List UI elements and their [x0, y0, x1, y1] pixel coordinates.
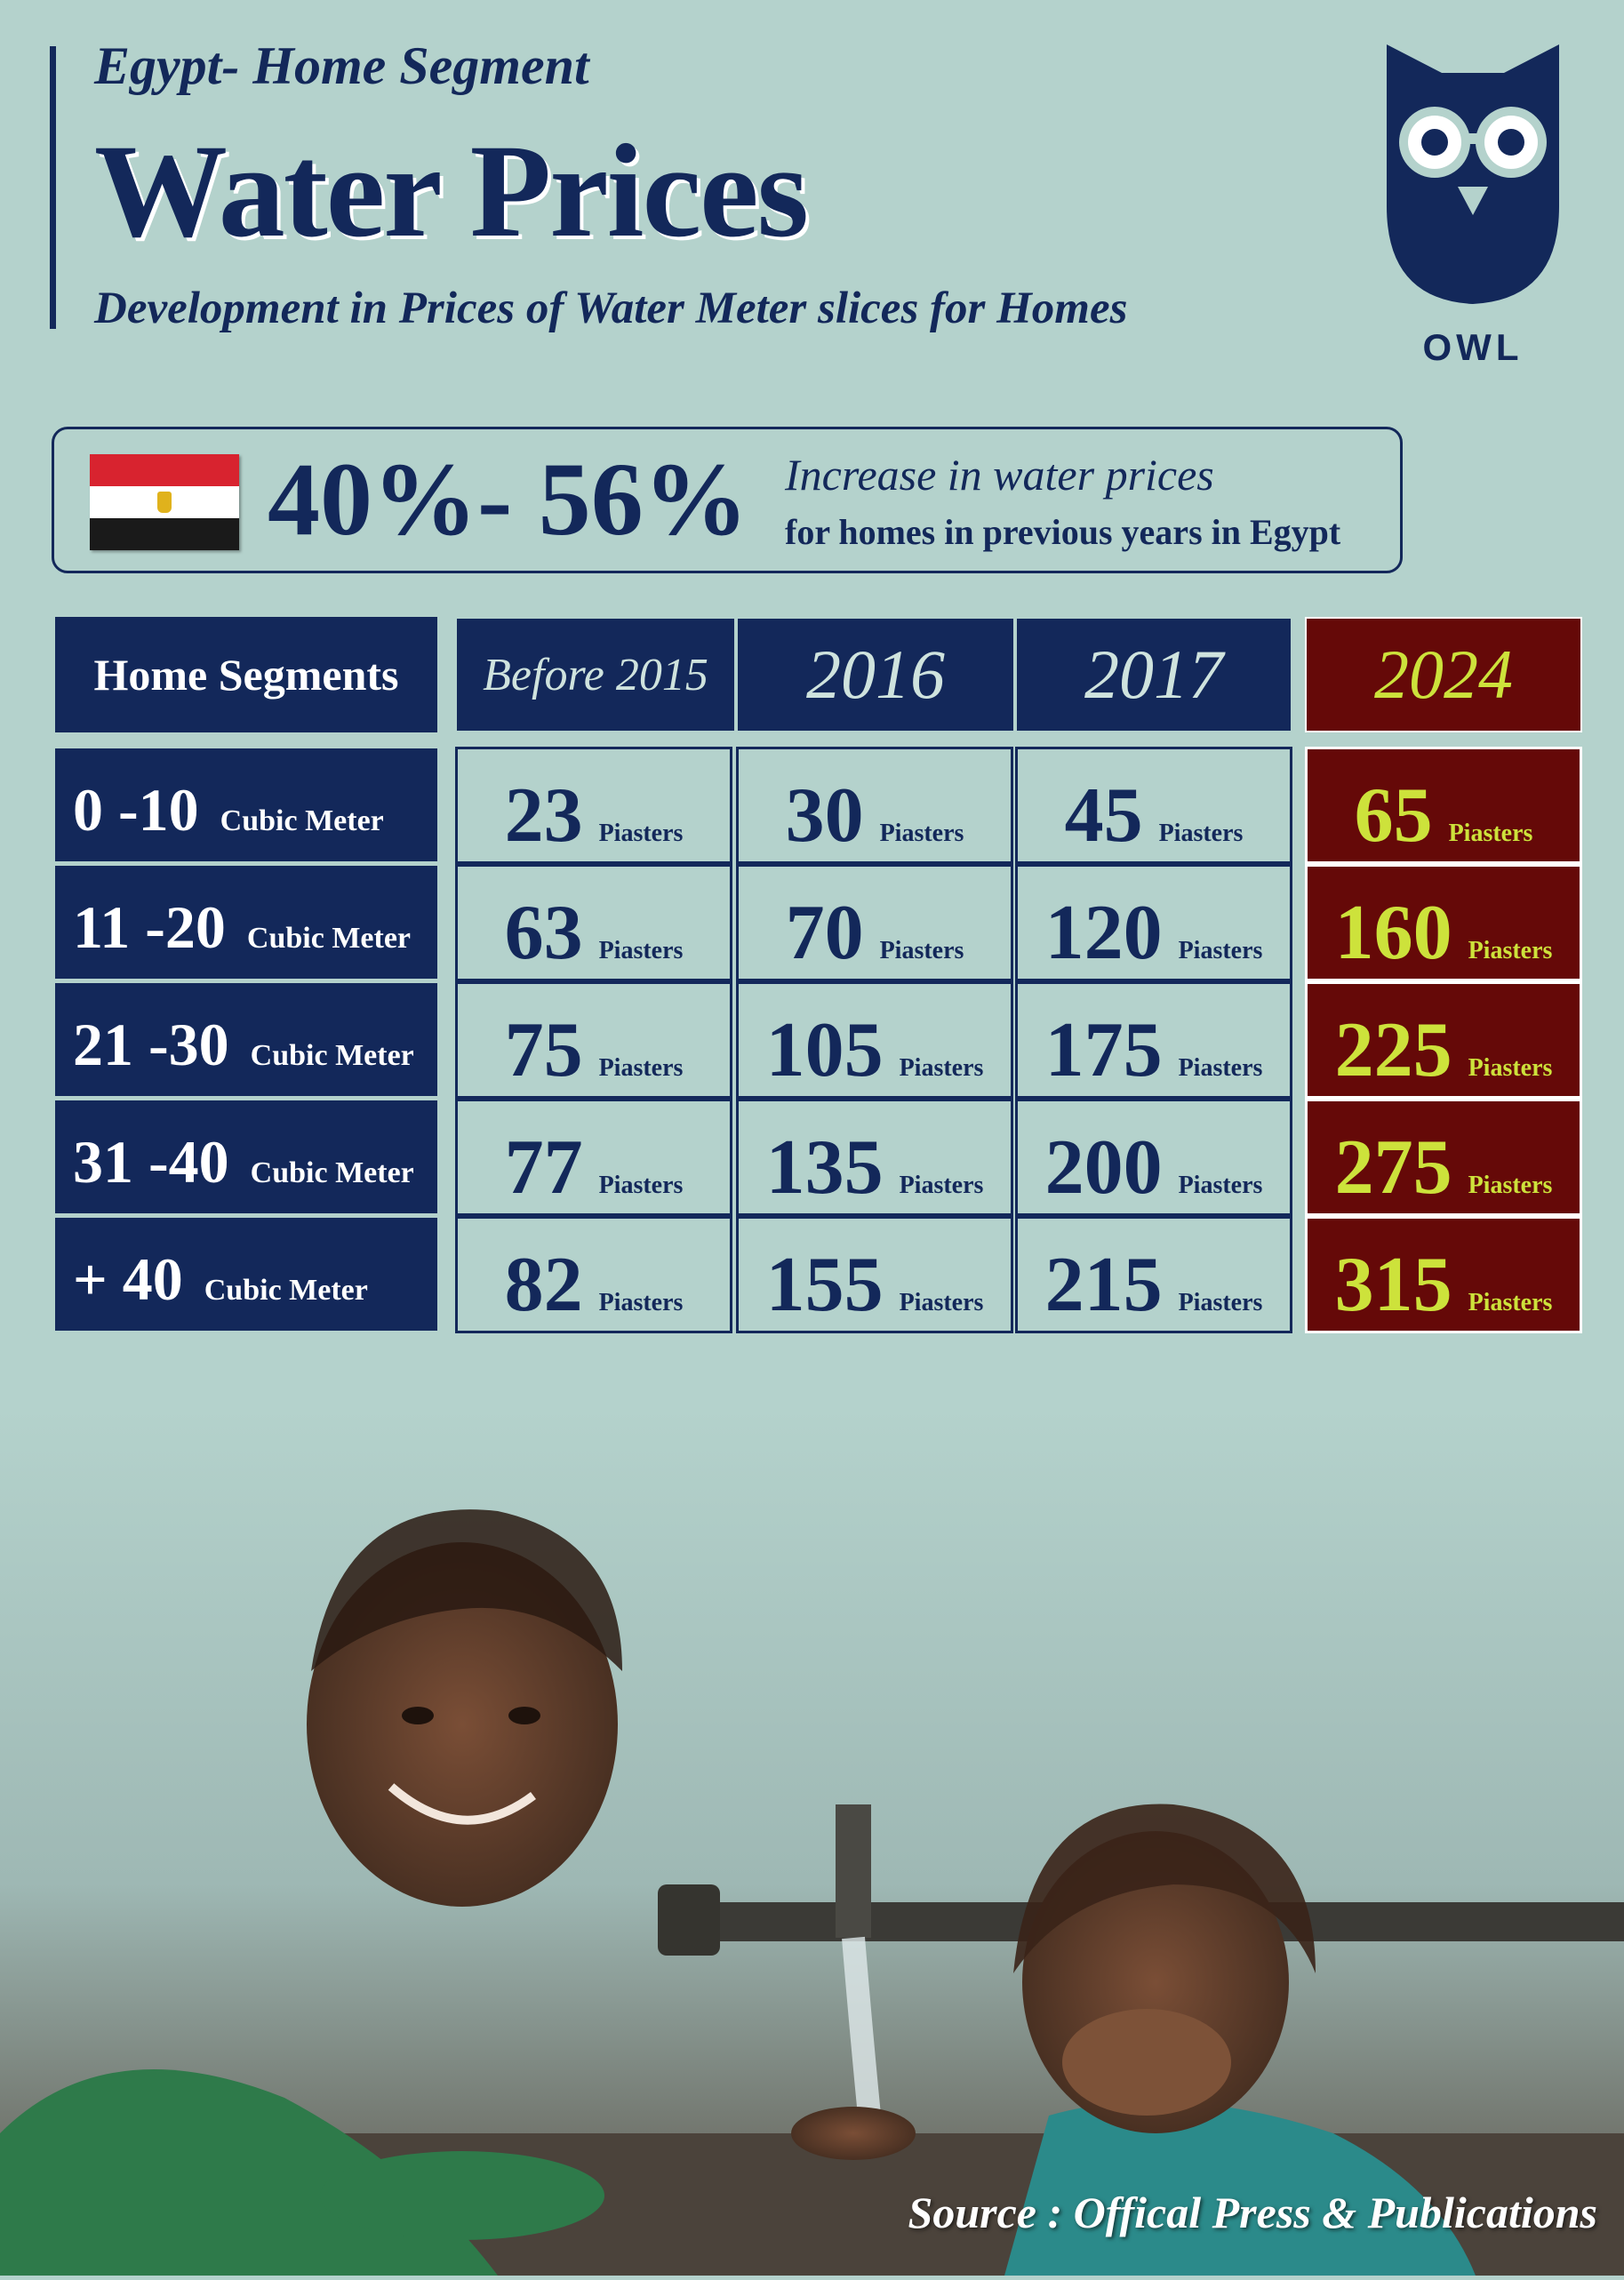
accent-bar — [50, 46, 56, 329]
price-unit: Piasters — [899, 1289, 984, 1316]
price-value: 120 — [1044, 890, 1163, 976]
table-row-segment — [55, 983, 437, 1099]
price-unit: Piasters — [598, 1289, 684, 1316]
price-unit: Piasters — [899, 1172, 984, 1199]
price-value: 215 — [1044, 1242, 1163, 1328]
owl-icon — [1380, 37, 1566, 322]
price-unit: Piasters — [598, 1172, 684, 1199]
price-unit: Piasters — [879, 820, 964, 847]
price-cell — [455, 1216, 732, 1333]
price-value: 200 — [1044, 1124, 1163, 1211]
stat-caption-line2: for homes in previous years in Egypt — [785, 512, 1341, 552]
price-cell — [736, 864, 1013, 981]
price-cell — [736, 1216, 1013, 1333]
table-header-year: 2016 — [736, 617, 1015, 732]
stat-value: 40%- 56% — [268, 441, 748, 557]
segment-range: + 40 — [73, 1245, 183, 1313]
price-value: 160 — [1334, 890, 1452, 976]
price-unit: Piasters — [598, 1054, 684, 1082]
price-unit: Piasters — [879, 937, 964, 964]
price-unit: Piasters — [1178, 1054, 1263, 1082]
price-unit: Piasters — [1178, 1289, 1263, 1316]
price-value: 30 — [785, 772, 864, 859]
price-unit: Piasters — [899, 1054, 984, 1082]
segment-range: 0 -10 — [73, 776, 199, 844]
source-credit: Source : Offical Press & Publications — [908, 2188, 1597, 2237]
segment-unit: Cubic Meter — [246, 922, 412, 955]
price-value: 155 — [765, 1242, 884, 1328]
owl-logo — [1380, 37, 1566, 368]
price-cell — [455, 981, 732, 1099]
egypt-flag-icon — [90, 454, 239, 550]
price-cell-highlight — [1305, 981, 1582, 1099]
price-value: 75 — [504, 1007, 583, 1093]
price-unit: Piasters — [1448, 820, 1533, 847]
table-header-year-highlight: 2024 — [1305, 617, 1582, 732]
table-header-segments: Home Segments — [55, 617, 437, 732]
segment-range: 31 -40 — [73, 1128, 229, 1196]
price-cell — [736, 747, 1013, 864]
price-unit: Piasters — [1468, 1172, 1553, 1199]
price-cell — [736, 1099, 1013, 1216]
price-unit: Piasters — [1178, 937, 1263, 964]
price-cell-highlight — [1305, 747, 1582, 864]
segment-range: 11 -20 — [73, 893, 226, 961]
stat-panel — [52, 427, 1403, 573]
price-value: 82 — [504, 1242, 583, 1328]
price-cell-highlight — [1305, 864, 1582, 981]
price-cell — [1015, 1216, 1292, 1333]
price-cell — [1015, 747, 1292, 864]
kicker: Egypt- Home Segment — [94, 36, 589, 95]
price-value: 315 — [1334, 1242, 1452, 1328]
segment-range: 21 -30 — [73, 1011, 229, 1078]
table-row-segment — [55, 748, 437, 864]
price-unit: Piasters — [1468, 937, 1553, 964]
children-drinking-water-photo — [0, 1404, 1624, 2276]
price-value: 275 — [1334, 1124, 1452, 1211]
price-value: 225 — [1334, 1007, 1452, 1093]
price-unit: Piasters — [1468, 1289, 1553, 1316]
price-value: 135 — [765, 1124, 884, 1211]
price-cell — [455, 1099, 732, 1216]
price-cell-highlight — [1305, 1216, 1582, 1333]
price-unit: Piasters — [598, 820, 684, 847]
price-cell — [736, 981, 1013, 1099]
segment-unit: Cubic Meter — [250, 1156, 414, 1189]
page-title: Water Prices — [94, 117, 808, 265]
price-value: 65 — [1354, 772, 1433, 859]
table-row-segment — [55, 1218, 437, 1333]
price-value: 105 — [765, 1007, 884, 1093]
table-row-segment — [55, 1100, 437, 1216]
price-cell — [1015, 981, 1292, 1099]
price-unit: Piasters — [1468, 1054, 1553, 1082]
price-cell — [455, 864, 732, 981]
price-value: 175 — [1044, 1007, 1163, 1093]
price-value: 45 — [1064, 772, 1143, 859]
table-row-segment — [55, 866, 437, 981]
price-cell-highlight — [1305, 1099, 1582, 1216]
logo-text: OWL — [1422, 326, 1524, 368]
segment-unit: Cubic Meter — [204, 1274, 368, 1307]
price-value: 77 — [504, 1124, 583, 1211]
segment-unit: Cubic Meter — [250, 1039, 414, 1072]
price-value: 70 — [785, 890, 864, 976]
price-unit: Piasters — [598, 937, 684, 964]
stat-caption-line1: Increase in water prices — [785, 450, 1214, 500]
price-cell — [1015, 864, 1292, 981]
page-subtitle: Development in Prices of Water Meter slices for Homes — [94, 284, 1128, 333]
segment-unit: Cubic Meter — [220, 804, 384, 837]
price-value: 23 — [504, 772, 583, 859]
price-value: 63 — [504, 890, 583, 976]
table-header-year: Before 2015 — [455, 617, 736, 732]
price-cell — [1015, 1099, 1292, 1216]
price-unit: Piasters — [1158, 820, 1244, 847]
price-unit: Piasters — [1178, 1172, 1263, 1199]
table-header-year: 2017 — [1015, 617, 1292, 732]
price-cell — [455, 747, 732, 864]
